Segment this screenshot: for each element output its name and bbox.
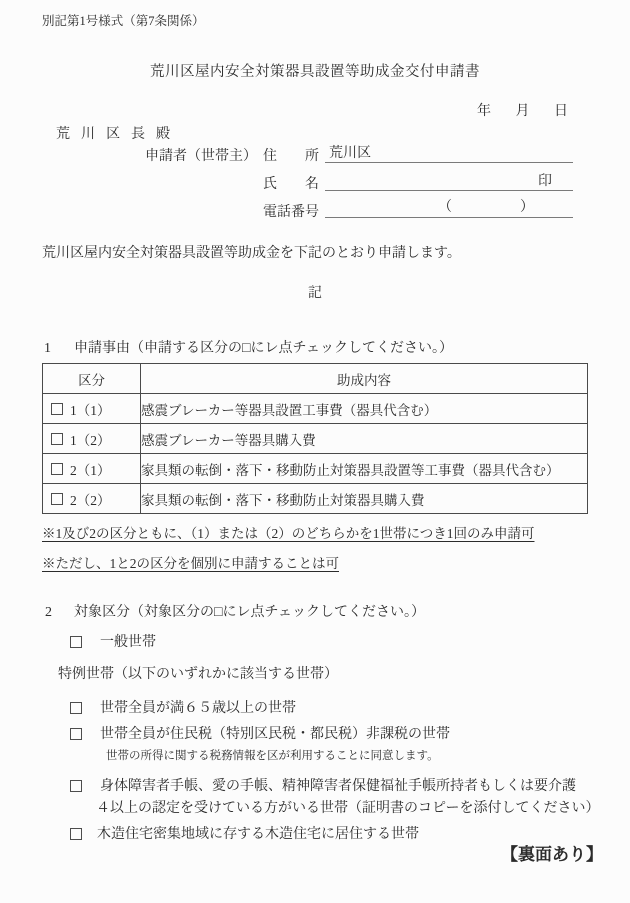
section1-heading: 申請事由（申請する区分の□にレ点チェックしてください。）	[74, 341, 454, 356]
table-row	[43, 454, 588, 484]
category-label: 2（1）	[70, 462, 111, 478]
note-separate-application: ※ただし、1と2の区分を個別に申請することは可	[42, 556, 339, 571]
date-month-label: 月	[515, 104, 530, 119]
section2-number: 2	[45, 605, 52, 620]
category-label: 1（2）	[70, 432, 111, 448]
addressee-label: 荒川区長殿	[56, 127, 181, 142]
phone-label: 電話番号	[263, 205, 319, 220]
note-once-per-household: ※1及び2の区分ともに、（1）または（2）のどちらかを1世帯につき1回のみ申請可	[42, 526, 535, 541]
content-label: 感震ブレーカー等器具購入費	[141, 424, 588, 454]
phone-paren-close: ）	[520, 200, 534, 215]
checkbox-cat-1-2[interactable]	[51, 433, 63, 445]
applicant-label: 申請者（世帯主）	[145, 149, 257, 164]
checkbox-general-household[interactable]	[70, 636, 82, 648]
address-label: 住 所	[263, 149, 319, 164]
table-row	[43, 424, 588, 454]
ki-label: 記	[308, 286, 322, 301]
address-prefill-value: 荒川区	[329, 146, 371, 161]
date-year-label: 年	[477, 104, 491, 119]
date-day-label: 日	[554, 104, 568, 119]
checkbox-tax-exempt-household[interactable]	[70, 728, 82, 740]
checkbox-cat-2-1[interactable]	[51, 463, 63, 475]
name-input-line[interactable]	[325, 174, 573, 191]
table-header-content: 助成内容	[141, 364, 588, 394]
checkbox-disability-household[interactable]	[70, 780, 82, 792]
wooden-house-household-label: 木造住宅密集地域に存する木造住宅に居住する世帯	[97, 827, 419, 842]
name-label: 氏 名	[263, 177, 319, 192]
checkbox-age65-household[interactable]	[70, 702, 82, 714]
phone-paren-open: （	[438, 200, 452, 215]
checkbox-cat-1-1[interactable]	[51, 403, 63, 415]
seal-label: 印	[538, 174, 552, 189]
table-header-category: 区分	[43, 364, 141, 394]
phone-input-line[interactable]	[325, 202, 573, 218]
tax-consent-note: 世帯の所得に関する税務情報を区が利用することに同意します。	[106, 750, 439, 762]
checkbox-cat-2-2[interactable]	[51, 493, 63, 505]
content-label: 家具類の転倒・落下・移動防止対策器具購入費	[141, 484, 588, 514]
table-row	[43, 484, 588, 514]
general-household-label: 一般世帯	[100, 635, 156, 650]
address-input-line[interactable]	[325, 146, 573, 163]
form-number-label: 別記第1号様式（第7条関係）	[42, 14, 205, 28]
category-table	[42, 363, 588, 514]
statement-text: 荒川区屋内安全対策器具設置等助成金を下記のとおり申請します。	[42, 246, 461, 261]
disability-household-label-line2: ４以上の認定を受けている方がいる世帯（証明書のコピーを添付してください）	[96, 801, 600, 816]
content-label: 家具類の転倒・落下・移動防止対策器具設置等工事費（器具代含む）	[141, 454, 588, 484]
category-label: 2（2）	[70, 492, 111, 508]
section2-heading: 対象区分（対象区分の□にレ点チェックしてください。）	[74, 605, 426, 620]
tax-exempt-household-label: 世帯全員が住民税（特別区民税・都民税）非課税の世帯	[100, 727, 450, 742]
form-title: 荒川区屋内安全対策器具設置等助成金交付申請書	[150, 64, 480, 80]
special-household-heading: 特例世帯（以下のいずれかに該当する世帯）	[58, 667, 338, 682]
back-side-notice: 【裏面あり】	[501, 845, 603, 864]
checkbox-wooden-house-household[interactable]	[70, 828, 82, 840]
section1-number: 1	[44, 341, 51, 356]
category-label: 1（1）	[70, 402, 111, 418]
table-row	[43, 394, 588, 424]
age65-household-label: 世帯全員が満６５歳以上の世帯	[100, 701, 296, 716]
content-label: 感震ブレーカー等器具設置工事費（器具代含む）	[141, 394, 588, 424]
disability-household-label-line1: 身体障害者手帳、愛の手帳、精神障害者保健福祉手帳所持者もしくは要介護	[100, 779, 576, 794]
date-line	[477, 103, 568, 121]
